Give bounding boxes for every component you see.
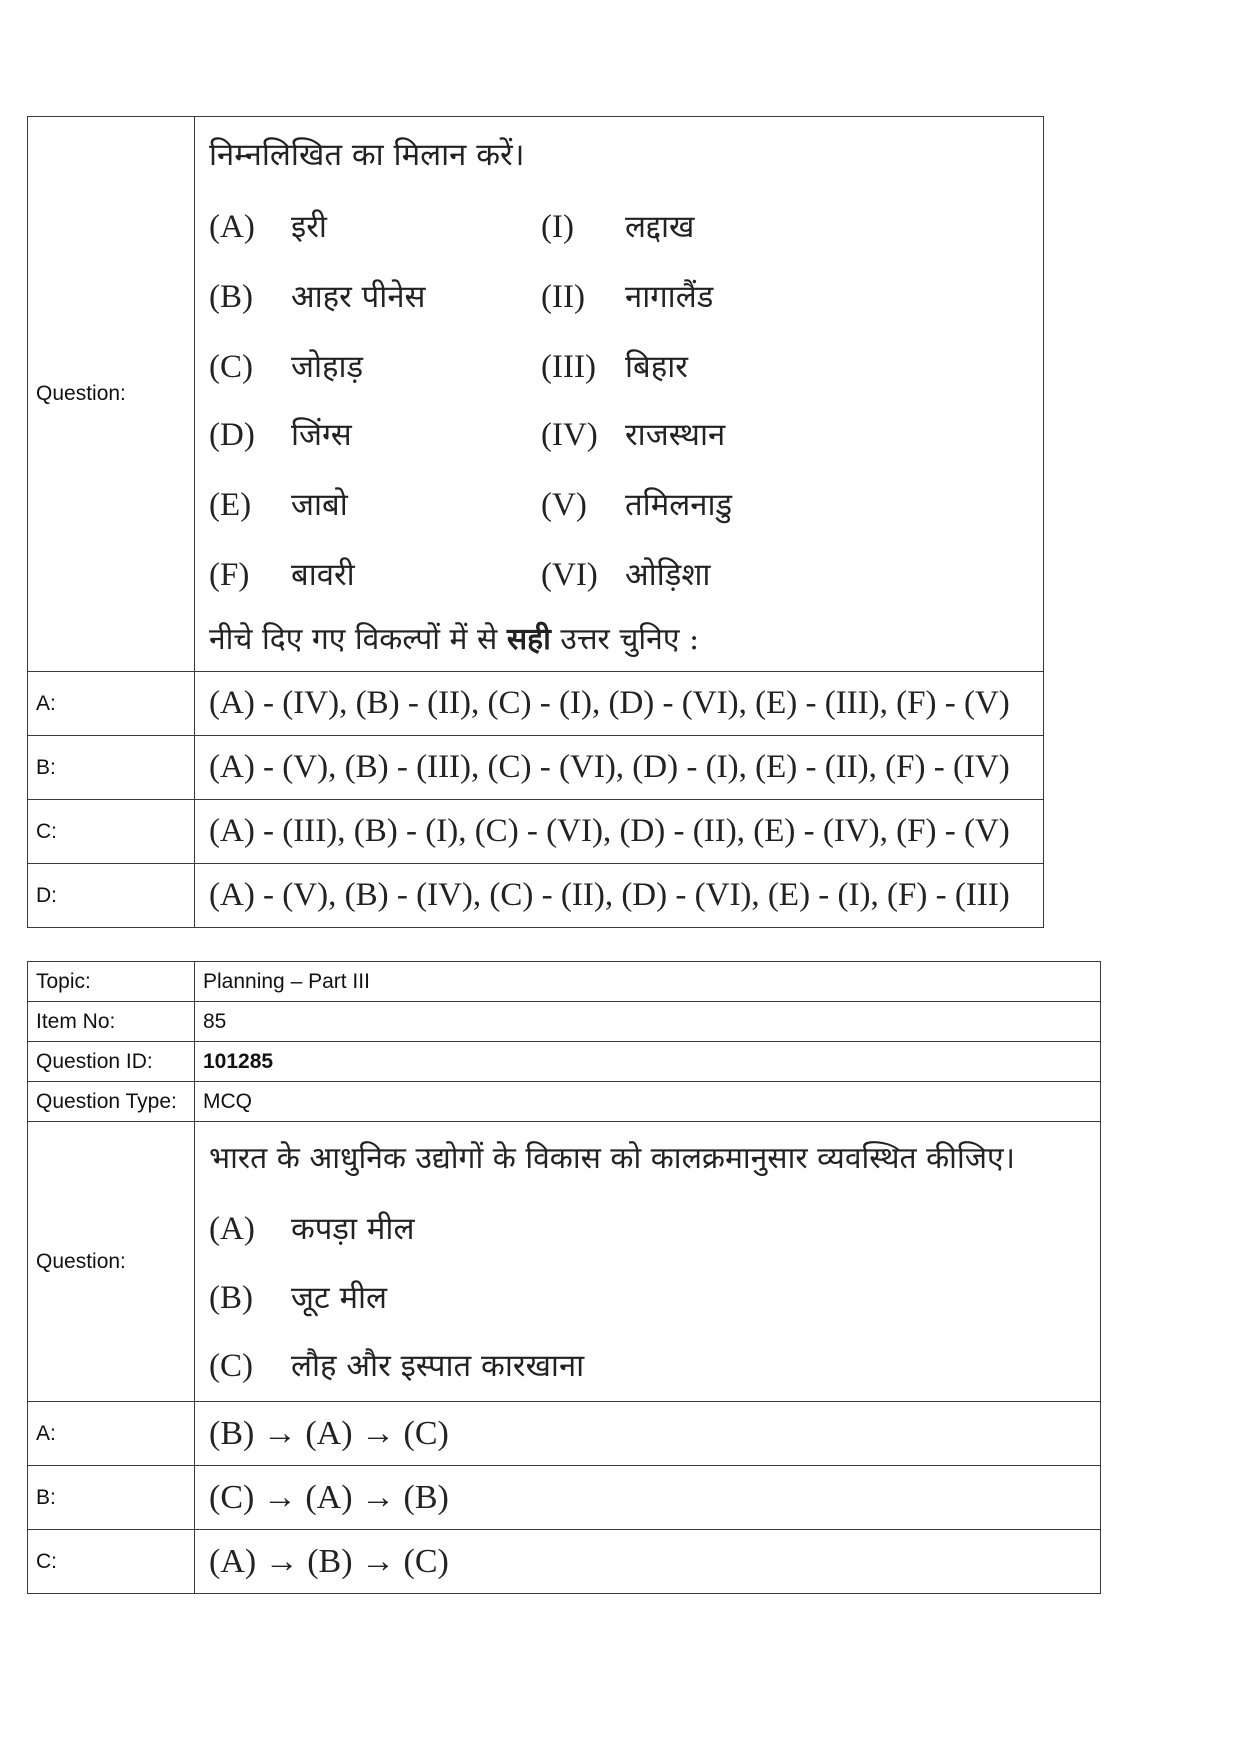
item-no-label: Item No:	[28, 1002, 195, 1042]
question-row	[28, 1122, 1101, 1402]
option-text[interactable]: (B) → (A) → (C)	[195, 1402, 1101, 1466]
question-intro: भारत के आधुनिक उद्योगों के विकास को कालक्रमानुसार व्यवस्थित कीजिए।	[209, 1141, 1015, 1176]
option-row[interactable]	[28, 864, 1044, 928]
meta-row-topic	[28, 962, 1101, 1002]
option-row[interactable]	[28, 1530, 1101, 1594]
option-label: C:	[28, 800, 195, 864]
left-item: (A) इरी	[209, 209, 327, 245]
question-id-value: 101285	[195, 1042, 1101, 1082]
option-row[interactable]	[28, 1466, 1101, 1530]
right-item: (IV) राजस्थान	[541, 417, 726, 453]
right-item: (V) तमिलनाडु	[541, 487, 733, 523]
topic-value: Planning – Part III	[195, 962, 1101, 1002]
option-text[interactable]: (C) → (A) → (B)	[195, 1466, 1101, 1530]
topic-label: Topic:	[28, 962, 195, 1002]
question-table-2	[27, 961, 1101, 1594]
left-item: (C) जोहाड़	[209, 349, 364, 385]
meta-row-item-no	[28, 1002, 1101, 1042]
option-text[interactable]: (A) → (B) → (C)	[195, 1530, 1101, 1594]
left-item: (F) बावरी	[209, 557, 355, 593]
meta-row-question-type	[28, 1082, 1101, 1122]
option-text[interactable]: (A) - (III), (B) - (I), (C) - (VI), (D) - (II), (E) - (IV), (F) - (V)	[195, 800, 1044, 864]
option-label: D:	[28, 864, 195, 928]
option-label: A:	[28, 1402, 195, 1466]
item-no-value: 85	[195, 1002, 1101, 1042]
question-type-value: MCQ	[195, 1082, 1101, 1122]
list-item: (B) जूट मील	[209, 1280, 388, 1316]
option-row[interactable]	[28, 736, 1044, 800]
option-row[interactable]	[28, 800, 1044, 864]
left-item: (D) जिंग्स	[209, 417, 352, 453]
left-item: (B) आहर पीनेस	[209, 279, 426, 315]
option-label: A:	[28, 672, 195, 736]
question-intro: निम्नलिखित का मिलान करें।	[209, 137, 525, 173]
meta-row-question-id	[28, 1042, 1101, 1082]
option-row[interactable]	[28, 1402, 1101, 1466]
option-label: B:	[28, 1466, 195, 1530]
left-item: (E) जाबो	[209, 487, 348, 523]
question-type-label: Question Type:	[28, 1082, 195, 1122]
question-row	[28, 117, 1044, 672]
right-item: (III) बिहार	[541, 349, 688, 385]
option-label: C:	[28, 1530, 195, 1594]
option-text[interactable]: (A) - (V), (B) - (IV), (C) - (II), (D) - (VI), (E) - (I), (F) - (III)	[195, 864, 1044, 928]
question-body	[195, 117, 1044, 672]
right-item: (I) लद्दाख	[541, 209, 695, 245]
question-id-label: Question ID:	[28, 1042, 195, 1082]
option-text[interactable]: (A) - (V), (B) - (III), (C) - (VI), (D) - (I), (E) - (II), (F) - (IV)	[195, 736, 1044, 800]
list-item: (A) कपड़ा मील	[209, 1211, 415, 1247]
option-label: B:	[28, 736, 195, 800]
question-label: Question:	[28, 117, 195, 672]
list-item: (C) लौह और इस्पात कारखाना	[209, 1348, 585, 1384]
option-text[interactable]: (A) - (IV), (B) - (II), (C) - (I), (D) - (VI), (E) - (III), (F) - (V)	[195, 672, 1044, 736]
question-body	[195, 1122, 1101, 1402]
question-label: Question:	[28, 1122, 195, 1402]
right-item: (VI) ओड़िशा	[541, 557, 711, 593]
option-row[interactable]	[28, 672, 1044, 736]
question-table-1	[27, 116, 1044, 928]
right-item: (II) नागालैंड	[541, 279, 714, 315]
question-instruction: नीचे दिए गए विकल्पों में से सही उत्तर चुनिए :	[209, 622, 700, 657]
